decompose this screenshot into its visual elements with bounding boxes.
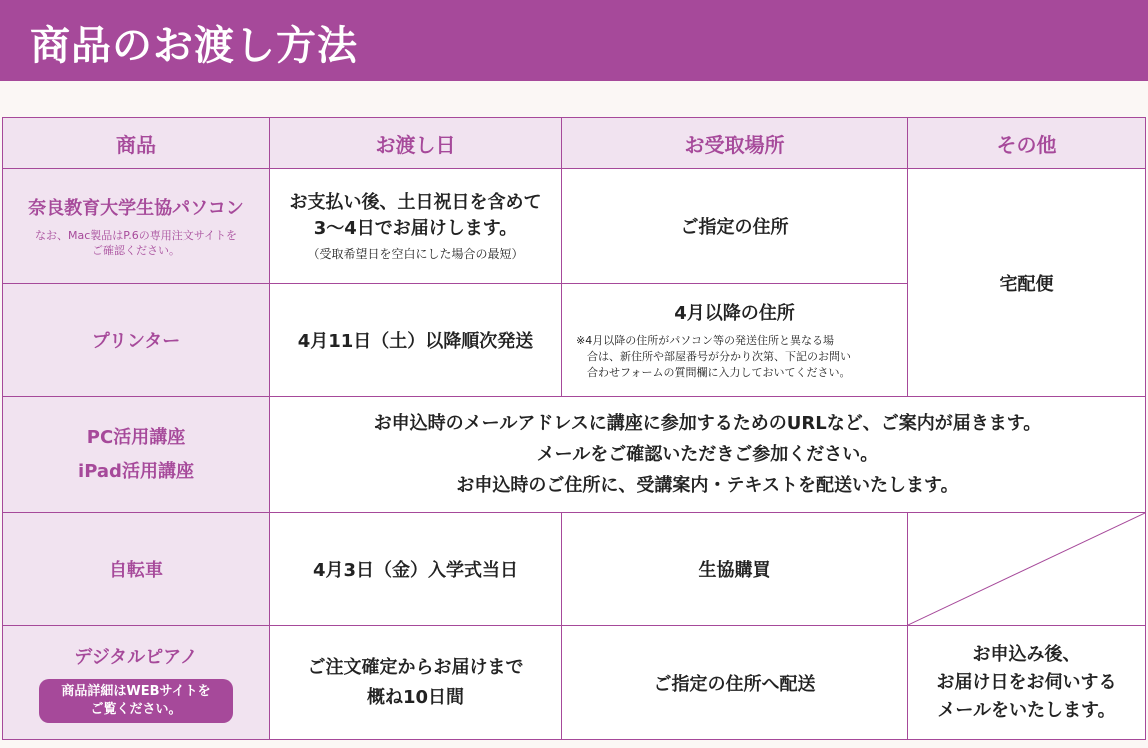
page-title: 商品のお渡し方法 bbox=[30, 23, 358, 69]
product-cell-printer: プリンター bbox=[3, 284, 270, 397]
address-note: ※4月以降の住所がパソコン等の発送住所と異なる場 合は、新住所や部屋番号が分かり次第、下記のお問い 合わせフォームの質問欄に入力しておいてください。 bbox=[576, 334, 851, 379]
other-cell-shared: 宅配便 bbox=[908, 169, 1146, 397]
product-cell-pc bbox=[3, 169, 270, 284]
course-info-cell: お申込時のメールアドレスに講座に参加するためのURLなど、ご案内が届きます。 メールをご確認いただきご参加ください。 お申込時のご住所に、受講案内・テキストを配送いたします。 bbox=[270, 397, 1146, 513]
place-cell-pc: ご指定の住所 bbox=[562, 169, 908, 284]
header-other: その他 bbox=[908, 118, 1146, 169]
web-details-badge: 商品詳細はWEBサイトを ご覧ください。 bbox=[39, 679, 233, 723]
header-delivery-date: お渡し日 bbox=[270, 118, 562, 169]
delivery-cell-piano: ご注文確定からお届けまで 概ね10日間 bbox=[270, 626, 562, 740]
header-product: 商品 bbox=[3, 118, 270, 169]
header-pickup-place: お受取場所 bbox=[562, 118, 908, 169]
place-cell-bicycle: 生協購買 bbox=[562, 513, 908, 626]
delivery-cell-bicycle: 4月3日（金）入学式当日 bbox=[270, 513, 562, 626]
table-row-bicycle bbox=[3, 513, 1146, 626]
delivery-cell-printer: 4月11日（土）以降順次発送 bbox=[270, 284, 562, 397]
table-row-course bbox=[3, 397, 1146, 513]
diagonal-line bbox=[908, 513, 1145, 625]
product-cell-course: PC活用講座 iPad活用講座 bbox=[3, 397, 270, 513]
delivery-note: （受取希望日を空白にした場合の最短） bbox=[307, 247, 524, 261]
table-row-piano bbox=[3, 626, 1146, 740]
delivery-cell-pc: お支払い後、土日祝日を含めて 3〜4日でお届けします。 （受取希望日を空白にした場合の最短） bbox=[270, 169, 562, 284]
other-cell-piano: お申込み後、 お届け日をお伺いする メールをいたします。 bbox=[908, 626, 1146, 740]
title-bar bbox=[0, 0, 1148, 81]
product-cell-bicycle: 自転車 bbox=[3, 513, 270, 626]
delivery-method-table bbox=[2, 117, 1146, 740]
place-cell-printer: 4月以降の住所 ※4月以降の住所がパソコン等の発送住所と異なる場 合は、新住所や部屋番号が分かり次第、下記のお問い 合わせフォームの質問欄に入力しておいてください。 bbox=[562, 284, 908, 397]
table-header-row bbox=[3, 118, 1146, 169]
empty-diagonal-cell bbox=[908, 513, 1146, 626]
table-row-pc bbox=[3, 169, 1146, 284]
product-name: 奈良教育大学生協パソコン bbox=[28, 198, 244, 219]
product-note: なお、Mac製品はP.6の専用注文サイトを ご確認ください。 bbox=[35, 229, 237, 257]
product-cell-piano: デジタルピアノ 商品詳細はWEBサイトを ご覧ください。 bbox=[3, 626, 270, 740]
place-cell-piano: ご指定の住所へ配送 bbox=[562, 626, 908, 740]
